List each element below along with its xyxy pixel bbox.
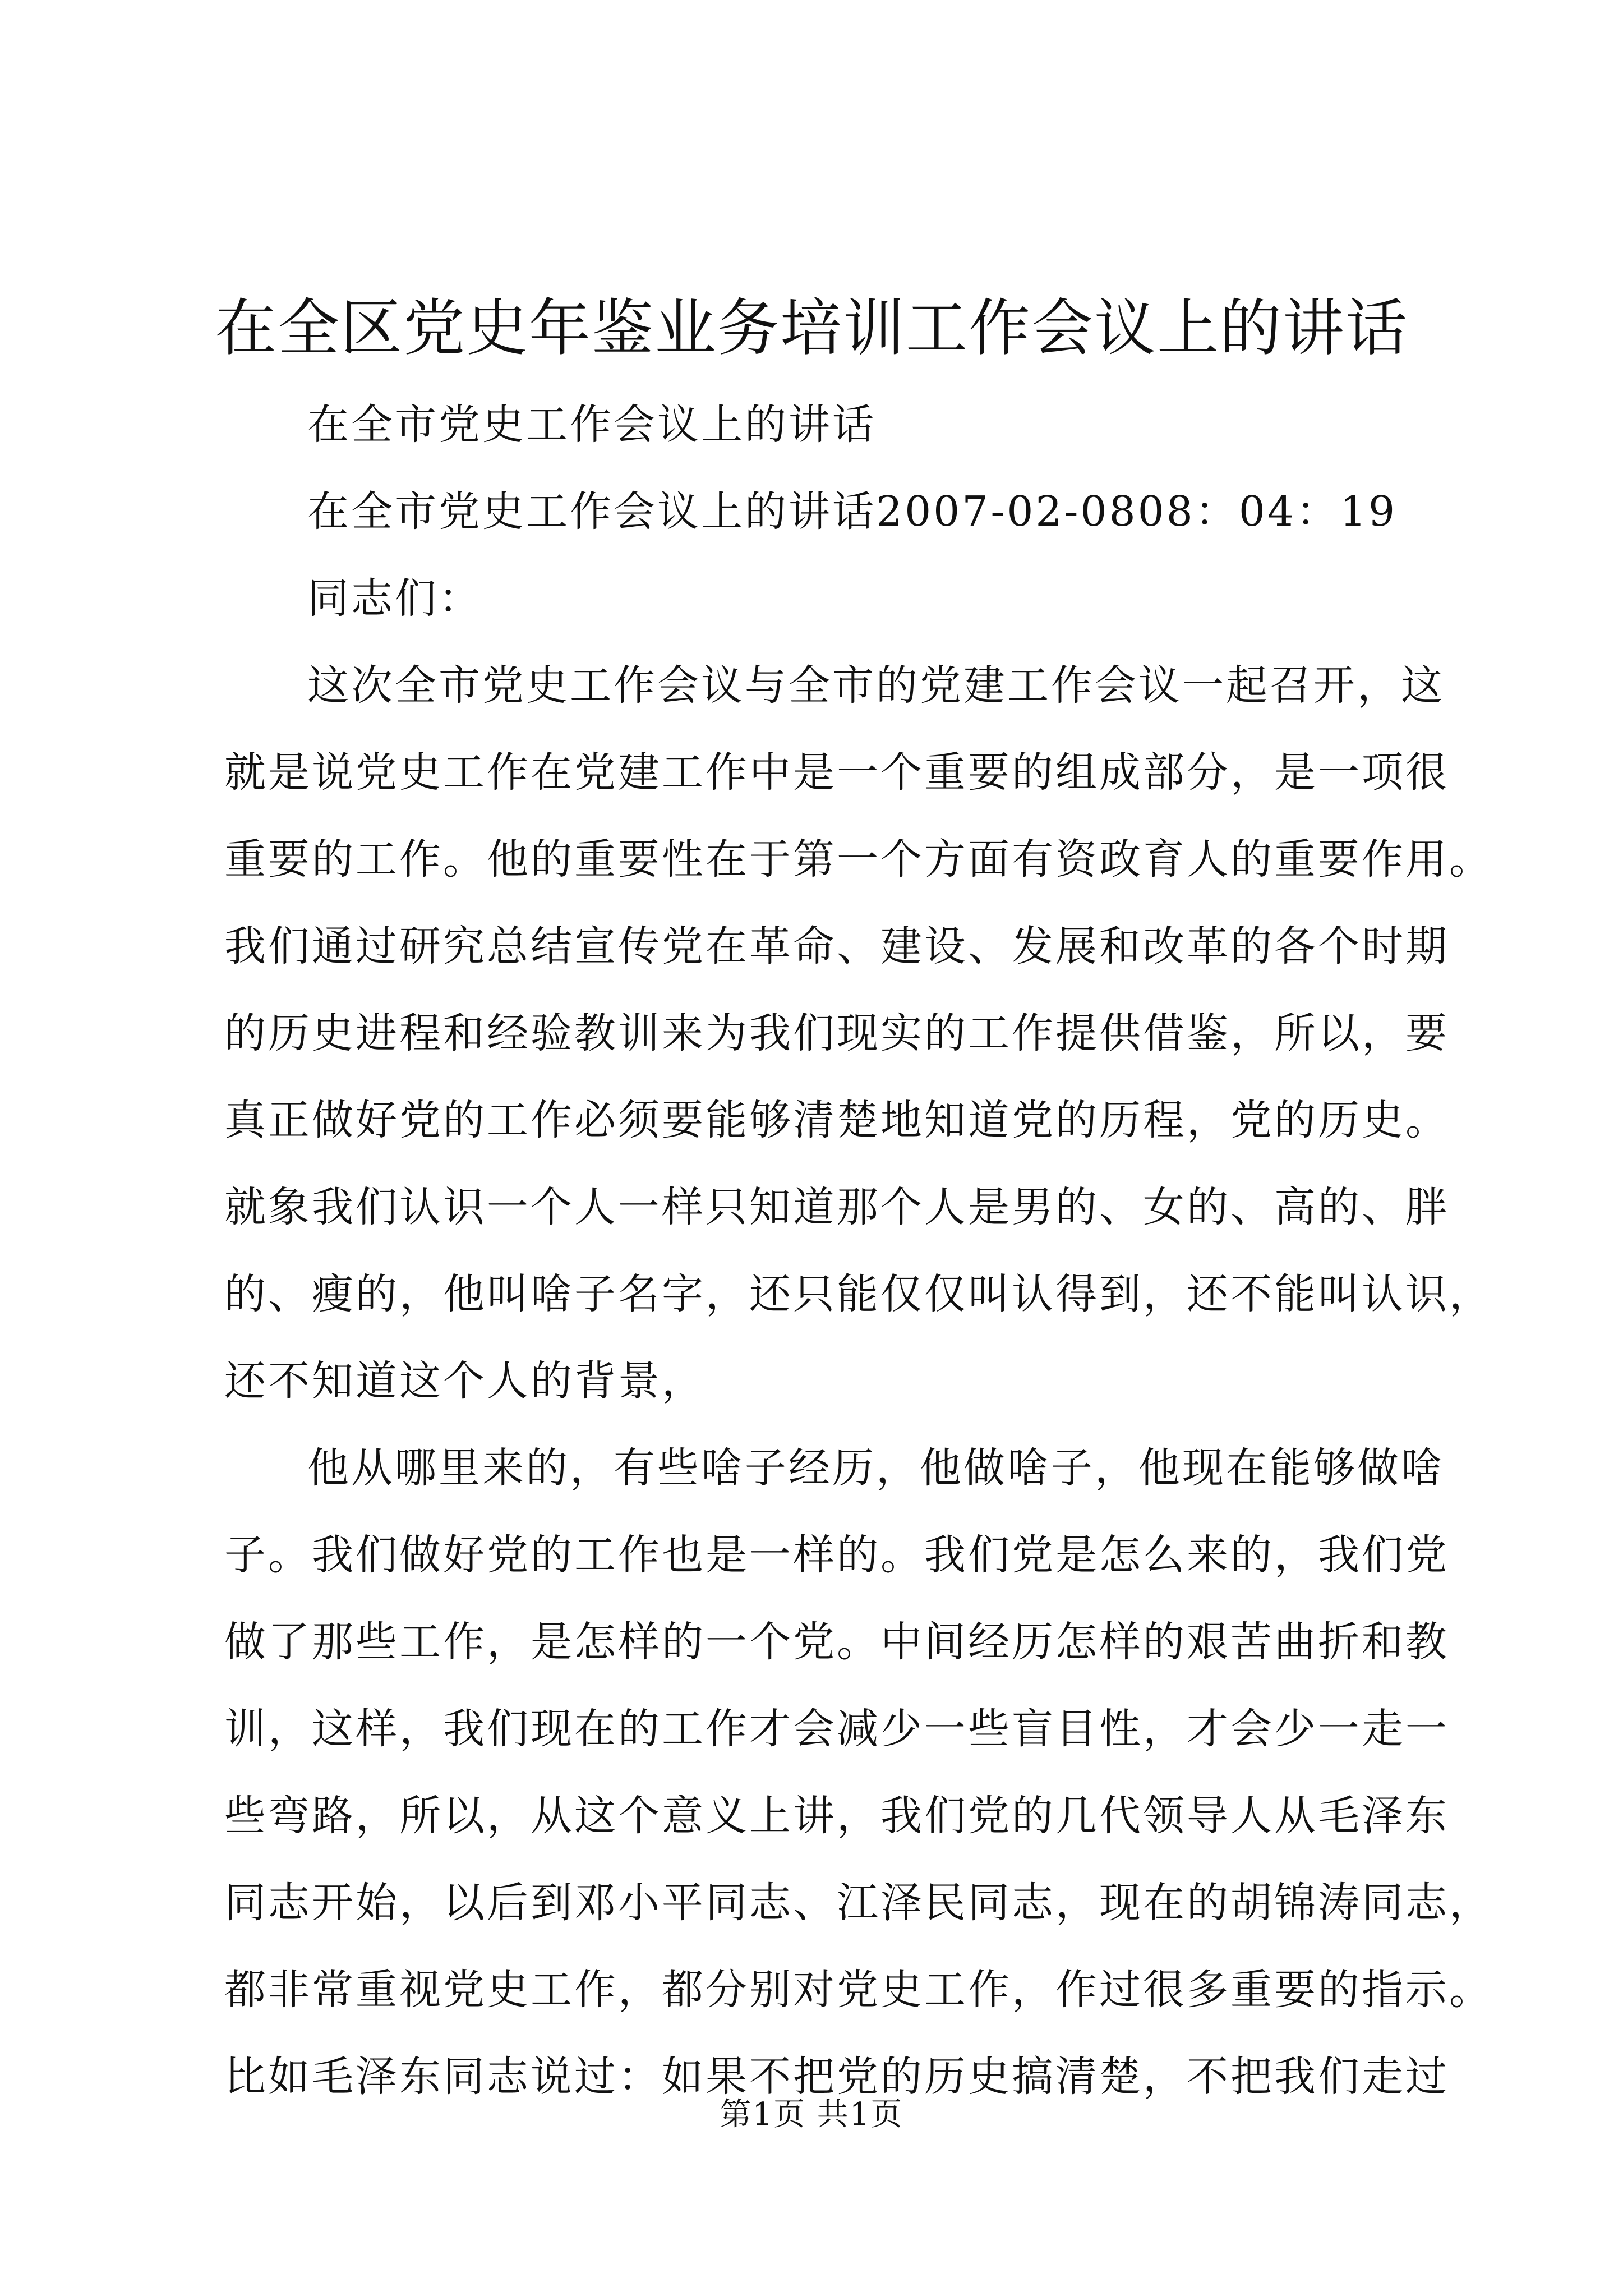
paragraph-line: 都非常重视党史工作，都分别对党史工作，作过很多重要的指示。 bbox=[224, 1966, 1493, 2014]
paragraph-line: 还不知道这个人的背景， bbox=[224, 1357, 706, 1405]
heading-line: 在全市党史工作会议上的讲话 bbox=[307, 401, 876, 449]
document-title: 在全区党史年鉴业务培训工作会议上的讲话 bbox=[215, 292, 1408, 364]
dated-line: 在全市党史工作会议上的讲话2007-02-0808：04：19 bbox=[307, 487, 1398, 536]
paragraph-line: 的、瘦的，他叫啥子名字，还只能仅仅叫认得到，还不能叫认识， bbox=[224, 1270, 1493, 1318]
paragraph-2 bbox=[224, 1425, 1493, 2120]
paragraph-line: 他从哪里来的，有些啥子经历，他做啥子，他现在能够做啥 bbox=[307, 1444, 1445, 1492]
paragraph-1 bbox=[224, 642, 1493, 1425]
document-body bbox=[224, 381, 1493, 2120]
paragraph-line: 比如毛泽东同志说过：如果不把党的历史搞清楚，不把我们走过 bbox=[224, 2053, 1449, 2101]
paragraph-line: 我们通过研究总结宣传党在革命、建设、发展和改革的各个时期 bbox=[224, 922, 1449, 970]
paragraph-line: 就象我们认识一个人一样只知道那个人是男的、女的、高的、胖 bbox=[224, 1183, 1449, 1231]
salutation: 同志们： bbox=[307, 574, 482, 623]
paragraph-line: 些弯路，所以，从这个意义上讲，我们党的几代领导人从毛泽东 bbox=[224, 1792, 1449, 1840]
paragraph-line: 子。我们做好党的工作也是一样的。我们党是怎么来的，我们党 bbox=[224, 1531, 1449, 1579]
paragraph-line: 训，这样，我们现在的工作才会减少一些盲目性，才会少一走一 bbox=[224, 1705, 1449, 1753]
paragraph-line: 的历史进程和经验教训来为我们现实的工作提供借鉴，所以，要 bbox=[224, 1009, 1449, 1057]
paragraph-line: 就是说党史工作在党建工作中是一个重要的组成部分，是一项很 bbox=[224, 748, 1449, 797]
page-footer: 第1页 共1页 bbox=[720, 2096, 903, 2133]
paragraph-line: 同志开始，以后到邓小平同志、江泽民同志，现在的胡锦涛同志， bbox=[224, 1879, 1493, 1927]
paragraph-line: 重要的工作。他的重要性在于第一个方面有资政育人的重要作用。 bbox=[224, 835, 1493, 884]
paragraph-line: 做了那些工作，是怎样的一个党。中间经历怎样的艰苦曲折和教 bbox=[224, 1618, 1449, 1666]
paragraph-line: 真正做好党的工作必须要能够清楚地知道党的历程，党的历史。 bbox=[224, 1096, 1449, 1144]
paragraph-line: 这次全市党史工作会议与全市的党建工作会议一起召开，这 bbox=[307, 661, 1445, 710]
